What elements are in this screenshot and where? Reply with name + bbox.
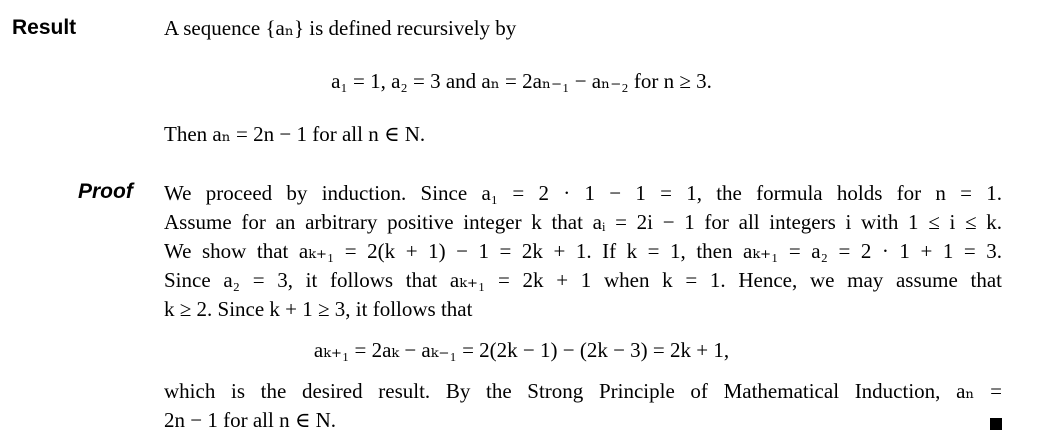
qed-square-icon [990,418,1002,430]
statement-intro: A sequence {aₙ} is defined recursively by [164,16,517,40]
proof-line-5: k ≥ 2. Since k + 1 ≥ 3, it follows that [164,297,473,321]
proof-line-3: We show that aₖ₊₁ = 2(k + 1) − 1 = 2k + 1. If k = 1, then aₖ₊₁ = a₂ = 2 · 1 + 1 = 3. [164,239,1002,263]
proof-line-2: Assume for an arbitrary positive integer k that aᵢ = 2i − 1 for all integers i with 1 ≤ i ≤ k. [164,210,1002,234]
proof-label: Proof [78,180,133,203]
statement-display-equation: a₁ = 1, a₂ = 3 and aₙ = 2aₙ₋₁ − aₙ₋₂ for n ≥ 3. [331,69,712,93]
proof-line-7: 2n − 1 for all n ∈ N. [164,408,337,432]
proof-display-equation: aₖ₊₁ = 2aₖ − aₖ₋₁ = 2(2k − 1) − (2k − 3) = 2k + 1, [313,338,730,362]
proof-line-4: Since a₂ = 3, it follows that aₖ₊₁ = 2k + 1 when k = 1. Hence, we may assume that [164,268,1002,292]
statement-claim: Then aₙ = 2n − 1 for all n ∈ N. [164,122,426,146]
proof-line-6: which is the desired result. By the Strong Principle of Mathematical Induction, aₙ = [164,379,1002,403]
result-label: Result [12,16,77,39]
proof-line-1: We proceed by induction. Since a₁ = 2 · 1 − 1 = 1, the formula holds for n = 1. [164,181,1002,205]
